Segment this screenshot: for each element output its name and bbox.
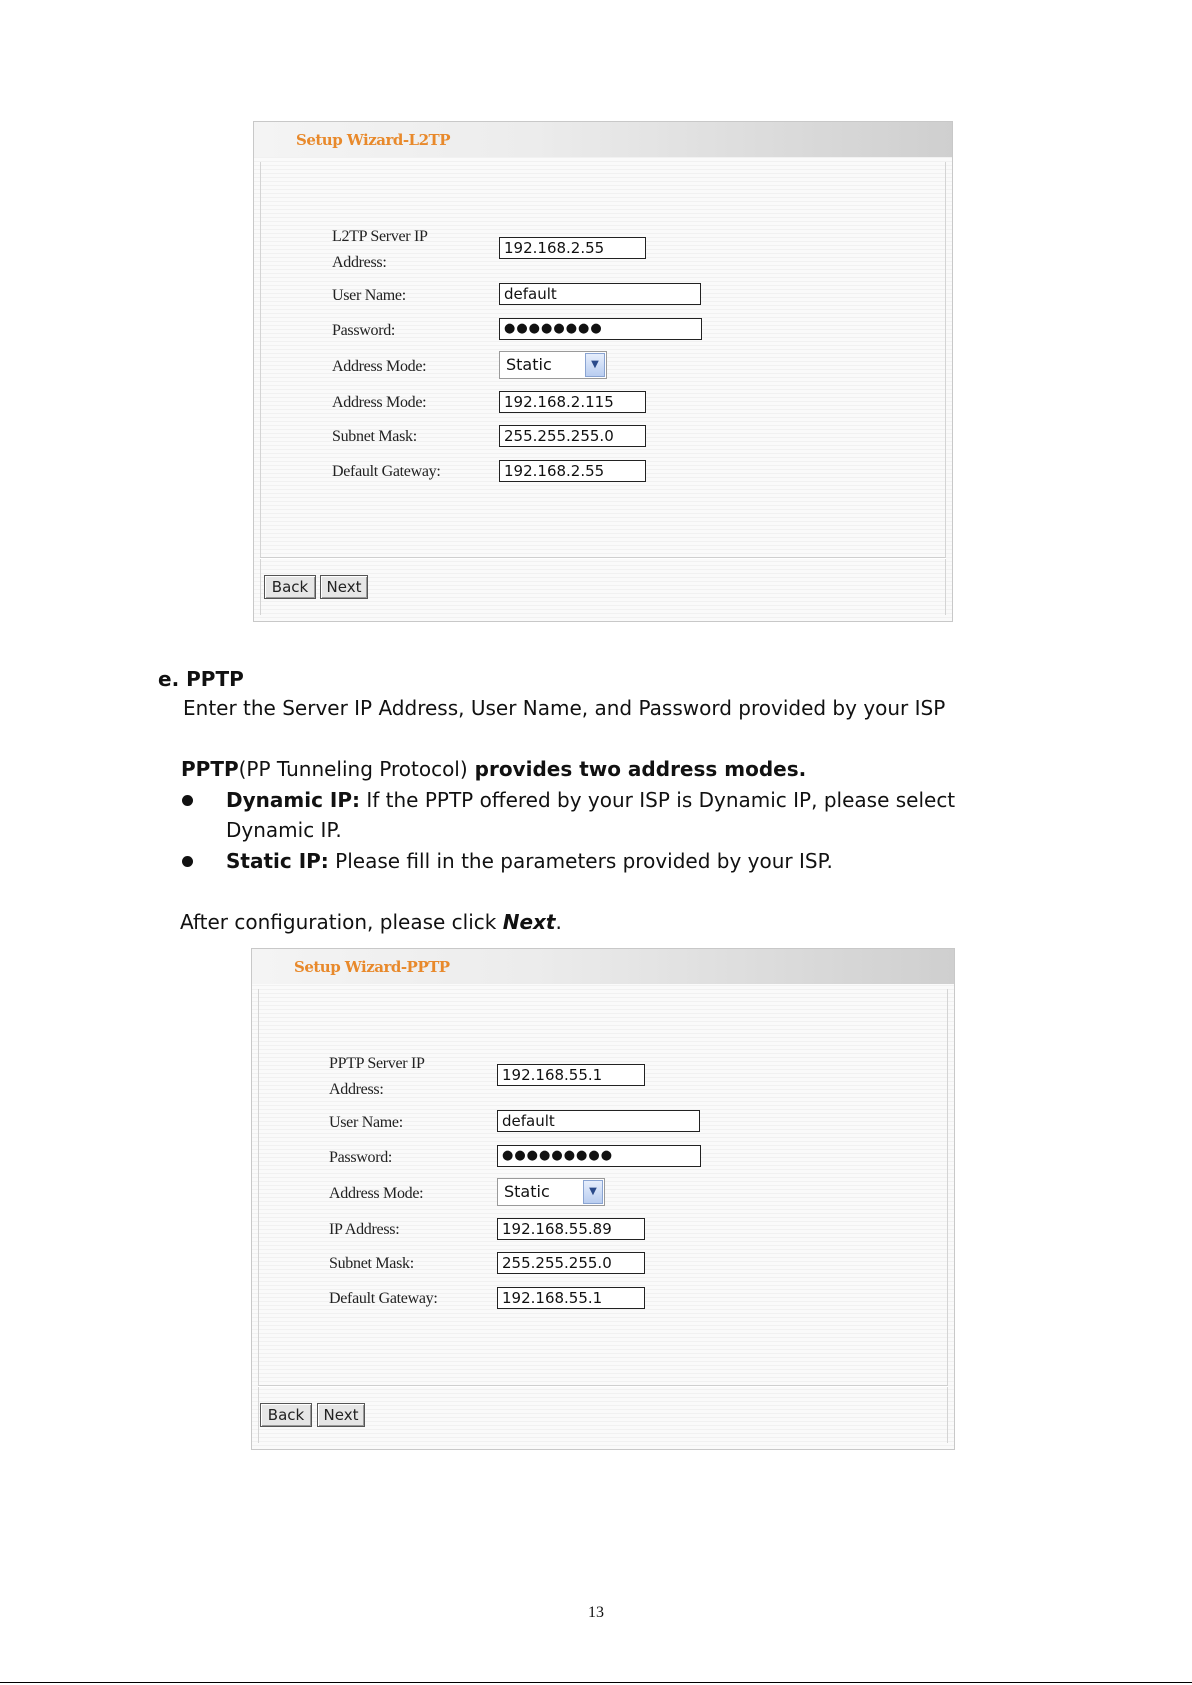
password-label: Password: [332,322,396,339]
username-label: User Name: [332,287,406,304]
gateway-label: Default Gateway: [332,463,441,480]
l2tp-wizard-panel [253,121,953,622]
next-button[interactable]: Next [320,575,368,599]
ip-label: Address Mode: [332,394,427,411]
ip-field[interactable]: 192.168.2.115 [499,391,646,413]
ip-field[interactable]: 192.168.55.89 [497,1218,645,1240]
static-ip-text: Please fill in the parameters provided by your ISP. [328,849,833,873]
ip-label: IP Address: [329,1221,400,1238]
password-field[interactable]: ●●●●●●●●● [497,1145,701,1167]
panel-title: Setup Wizard-PPTP [294,958,450,976]
panel-divider [258,1385,948,1387]
server-ip-label-line1: L2TP Server IP [332,228,428,245]
address-mode-label: Address Mode: [329,1185,424,1202]
chevron-down-icon[interactable]: ▼ [583,1180,603,1204]
page-bottom-rule [0,1682,1192,1683]
gateway-field[interactable]: 192.168.2.55 [499,460,646,482]
back-button[interactable]: Back [260,1403,312,1427]
server-ip-label-line2: Address: [329,1081,384,1098]
dynamic-ip-text: If the PPTP offered by your ISP is Dynamic IP, please select [359,788,956,812]
after-config-text [180,908,562,936]
username-field[interactable]: default [497,1110,700,1132]
address-mode-label: Address Mode: [332,358,427,375]
dynamic-ip-term: Dynamic IP: [226,788,360,812]
panel-header [254,122,952,157]
bullet-icon [182,795,193,806]
username-field[interactable]: default [499,283,701,305]
panel-header [252,949,954,984]
pptp-wizard-panel [251,948,955,1450]
intro-text: Enter the Server IP Address, User Name, and Password provided by your ISP [183,696,946,720]
dynamic-ip-item [226,786,955,814]
address-mode-value: Static [504,1182,550,1201]
subnet-label: Subnet Mask: [329,1255,414,1272]
static-ip-item [226,847,833,875]
subnet-field[interactable]: 255.255.255.0 [499,425,646,447]
page-number: 13 [588,1604,604,1621]
server-ip-label-line1: PPTP Server IP [329,1055,425,1072]
address-mode-select[interactable] [499,351,607,379]
section-heading: e. PPTP [158,667,244,691]
next-button[interactable]: Next [317,1403,365,1427]
after-config-period: . [555,910,562,934]
after-config-prefix: After configuration, please click [180,910,503,934]
modes-text: provides two address modes. [467,757,807,781]
bullet-icon [182,856,193,867]
dynamic-ip-text-cont: Dynamic IP. [226,818,342,842]
static-ip-term: Static IP: [226,849,329,873]
address-mode-value: Static [506,355,552,374]
gateway-label: Default Gateway: [329,1290,438,1307]
username-label: User Name: [329,1114,403,1131]
pptp-term: PPTP [181,757,239,781]
server-ip-field[interactable]: 192.168.55.1 [497,1064,645,1086]
server-ip-label-line2: Address: [332,254,387,271]
gateway-field[interactable]: 192.168.55.1 [497,1287,645,1309]
panel-divider [260,557,946,559]
pptp-description [181,755,806,783]
panel-title: Setup Wizard-L2TP [296,131,450,149]
password-label: Password: [329,1149,393,1166]
pptp-expansion: (PP Tunneling Protocol) [238,757,468,781]
back-button[interactable]: Back [264,575,316,599]
subnet-label: Subnet Mask: [332,428,417,445]
address-mode-select[interactable] [497,1178,605,1206]
subnet-field[interactable]: 255.255.255.0 [497,1252,645,1274]
next-emphasis: Next [502,910,556,934]
password-field[interactable]: ●●●●●●●● [499,318,702,340]
chevron-down-icon[interactable]: ▼ [585,353,605,377]
server-ip-field[interactable]: 192.168.2.55 [499,237,646,259]
